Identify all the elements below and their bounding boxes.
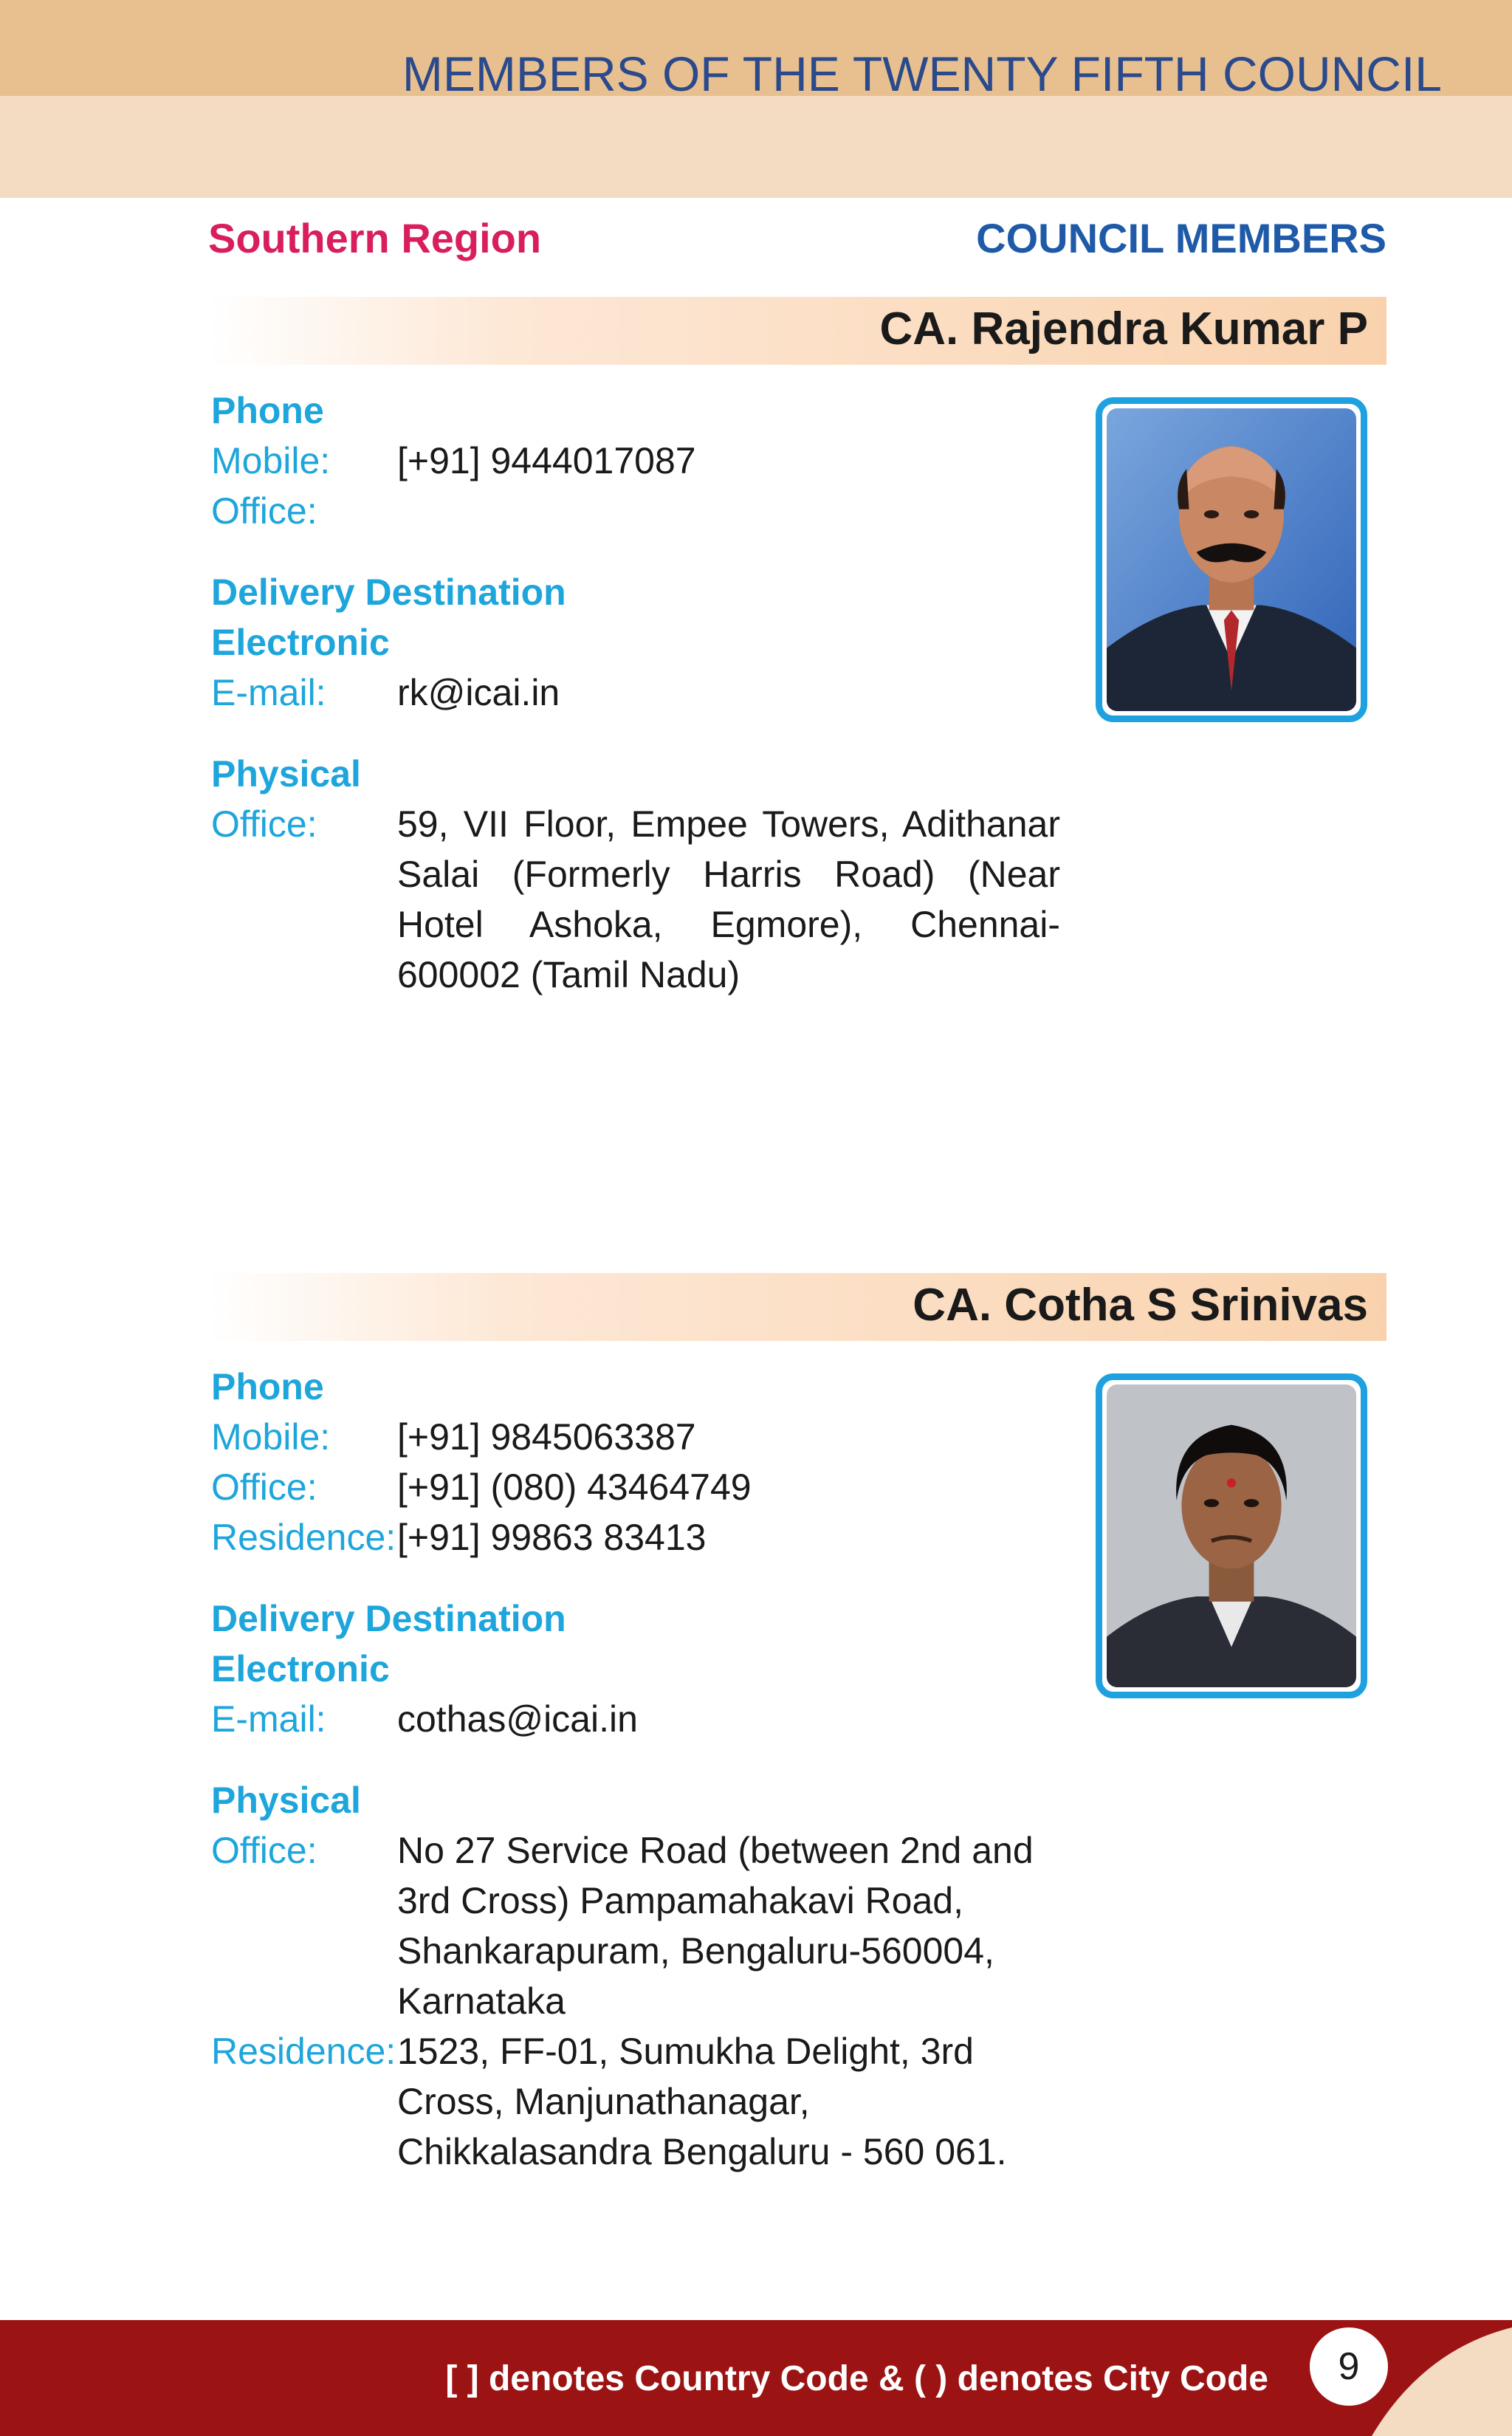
office-label: Office: xyxy=(211,1466,317,1508)
electronic-heading: Electronic xyxy=(211,1648,390,1689)
delivery-heading: Delivery Destination xyxy=(211,1598,566,1639)
member-name: CA. Rajendra Kumar P xyxy=(879,303,1368,354)
office-address-value: 59, VII Floor, Empee Towers, Adithanar Salai (Formerly Harris Road) (Near Hotel Ashoka, Egmore), Chennai-600002 (Tamil Nadu) xyxy=(397,803,1060,995)
residence-address-value: 1523, FF-01, Sumukha Delight, 3rd Cross, Manjunathanagar, Chikkalasandra Bengaluru - 560 061. xyxy=(397,2031,1007,2172)
office-label: Office: xyxy=(211,803,317,845)
page-header-title: MEMBERS OF THE TWENTY FIFTH COUNCIL xyxy=(402,47,1442,101)
delivery-heading: Delivery Destination xyxy=(211,572,566,613)
mobile-value: [+91] 9444017087 xyxy=(397,440,696,481)
phone-heading: Phone xyxy=(211,390,324,431)
office-phone-row xyxy=(211,1462,1060,1512)
region-title: Southern Region xyxy=(208,215,542,261)
email-row xyxy=(211,1694,1060,1744)
office-label: Office: xyxy=(211,490,317,532)
residence-address-row xyxy=(211,2026,1060,2177)
member-name: CA. Cotha S Srinivas xyxy=(913,1280,1368,1331)
member-photo xyxy=(1096,397,1367,722)
phone-heading: Phone xyxy=(211,1366,324,1407)
footer-bar xyxy=(0,2320,1512,2436)
mobile-label: Mobile: xyxy=(211,1416,331,1458)
portrait-image xyxy=(1107,408,1356,711)
member-contact-block xyxy=(211,385,1060,1000)
residence-label: Residence: xyxy=(211,2031,396,2072)
residence-phone-value: [+91] 99863 83413 xyxy=(397,1517,707,1558)
office-address-row xyxy=(211,799,1060,1000)
electronic-heading: Electronic xyxy=(211,622,390,663)
mobile-row xyxy=(211,1412,1060,1462)
portrait-image xyxy=(1107,1385,1356,1687)
page-number: 9 xyxy=(1310,2327,1388,2406)
office-phone-value: [+91] (080) 43464749 xyxy=(397,1466,752,1508)
mobile-label: Mobile: xyxy=(211,440,331,481)
member-photo xyxy=(1096,1373,1367,1698)
mobile-row xyxy=(211,436,1060,486)
mobile-value: [+91] 9845063387 xyxy=(397,1416,696,1458)
physical-heading: Physical xyxy=(211,1780,361,1821)
office-address-row xyxy=(211,1825,1060,2026)
office-phone-value xyxy=(397,486,1060,536)
residence-phone-row xyxy=(211,1512,1060,1562)
physical-heading: Physical xyxy=(211,753,361,795)
office-phone-row xyxy=(211,486,1060,536)
email-label: E-mail: xyxy=(211,672,326,713)
footer-note: [ ] denotes Country Code & ( ) denotes City Code xyxy=(445,2359,1268,2398)
member-name-bar xyxy=(208,297,1386,365)
email-value[interactable]: rk@icai.in xyxy=(397,672,560,713)
section-title: COUNCIL MEMBERS xyxy=(976,215,1386,261)
email-label: E-mail: xyxy=(211,1698,326,1740)
residence-label: Residence: xyxy=(211,1517,396,1558)
member-name-bar xyxy=(208,1273,1386,1341)
member-contact-block xyxy=(211,1362,1060,2177)
email-row xyxy=(211,668,1060,718)
office-label: Office: xyxy=(211,1830,317,1871)
office-address-value: No 27 Service Road (between 2nd and 3rd Cross) Pampamahakavi Road, Shankarapuram, Bengaluru-560004, Karnataka xyxy=(397,1830,1034,2022)
email-value[interactable]: cothas@icai.in xyxy=(397,1698,638,1740)
